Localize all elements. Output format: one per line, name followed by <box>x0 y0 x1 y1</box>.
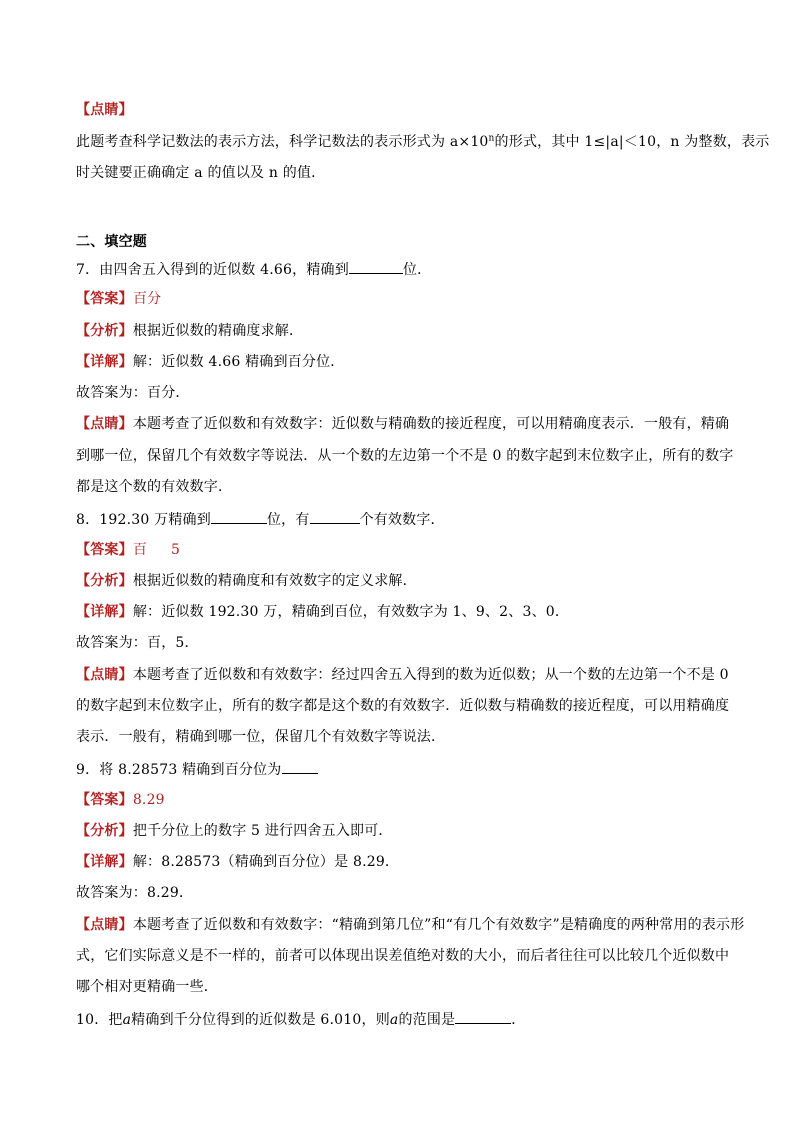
question-9-answer: 【答案】8.29 <box>76 792 165 808</box>
question-9-dianjing-3: 哪个相对更精确一些． <box>76 979 218 995</box>
answer-blank <box>211 509 267 524</box>
question-7-stem: 7．由四舍五入得到的近似数 4.66，精确到 位． <box>76 259 431 279</box>
question-7-detail: 【详解】解：近似数 4.66 精确到百分位． <box>76 354 345 370</box>
dianjing-heading <box>76 101 133 119</box>
question-9-detail: 【详解】解：8.28573（精确到百分位）是 8.29． <box>76 854 400 870</box>
question-9-analysis: 【分析】把千分位上的数字 5 进行四舍五入即可． <box>76 823 393 839</box>
dianjing-text-line-1: 此题考查科学记数法的表示方法，科学记数法的表示形式为 $a\times 10^n$的形式，其中 1≤|a|＜10，n 为整数，表示 <box>76 133 770 150</box>
answer-blank <box>282 759 318 774</box>
dianjing-text-line-2: 时关键要正确确定 a 的值以及 n 的值． <box>76 165 326 181</box>
answer-blank <box>455 1009 511 1024</box>
section-title: 二、填空题 <box>76 234 147 250</box>
question-8-dianjing-2: 的数字起到末位数字止，所有的数字都是这个数的有效数字．近似数与精确数的接近程度，可以用精确度 <box>76 698 730 714</box>
answer-blank <box>349 259 403 274</box>
question-9-dianjing-2: 式，它们实际意义是不一样的，前者可以体现出误差值绝对数的大小，而后者往往可以比较几个近似数中 <box>76 948 730 964</box>
answer-blank <box>310 509 360 524</box>
question-9-dianjing-1: 【点睛】本题考查了近似数和有效数字：“精确到第几位”和“有几个有效数字”是精确度的两种常用的表示形 <box>76 917 745 933</box>
question-7-dianjing-2: 到哪一位，保留几个有效数字等说法．从一个数的左边第一个不是 0 的数字起到末位数字止，所有的数字 <box>76 448 734 464</box>
question-8-detail: 【详解】解：近似数 192.30 万，精确到百位，有效数字为 1、9、2、3、0． <box>76 604 570 620</box>
question-7-conclusion: 故答案为：百分． <box>76 385 190 401</box>
question-7-answer: 【答案】百分 <box>76 291 162 307</box>
question-7-dianjing-1: 【点睛】本题考查了近似数和有效数字：近似数与精确数的接近程度，可以用精确度表示．一般有，精确 <box>76 416 730 432</box>
question-10-stem: 10．把a精确到千分位得到的近似数是 6.010，则a的范围是 ． <box>76 1009 525 1029</box>
question-9-stem: 9．将 8.28573 精确到百分位为 <box>76 759 318 779</box>
question-9-conclusion: 故答案为：8.29． <box>76 885 194 901</box>
question-8-answer: 【答案】百 5 <box>76 542 181 558</box>
question-7-analysis: 【分析】根据近似数的精确度求解． <box>76 323 304 339</box>
question-8-stem: 8．192.30 万精确到 位，有 个有效数字． <box>76 509 445 529</box>
question-8-conclusion: 故答案为：百，5． <box>76 635 199 651</box>
question-8-dianjing-1: 【点睛】本题考查了近似数和有效数字：经过四舍五入得到的数为近似数；从一个数的左边第一个不是 0 <box>76 667 729 683</box>
question-7-dianjing-3: 都是这个数的有效数字． <box>76 479 233 495</box>
question-8-analysis: 【分析】根据近似数的精确度和有效数字的定义求解． <box>76 573 417 589</box>
question-8-dianjing-3: 表示．一般有，精确到哪一位，保留几个有效数字等说法． <box>76 729 446 745</box>
dianjing-tag: 【点睛】 <box>76 102 133 118</box>
